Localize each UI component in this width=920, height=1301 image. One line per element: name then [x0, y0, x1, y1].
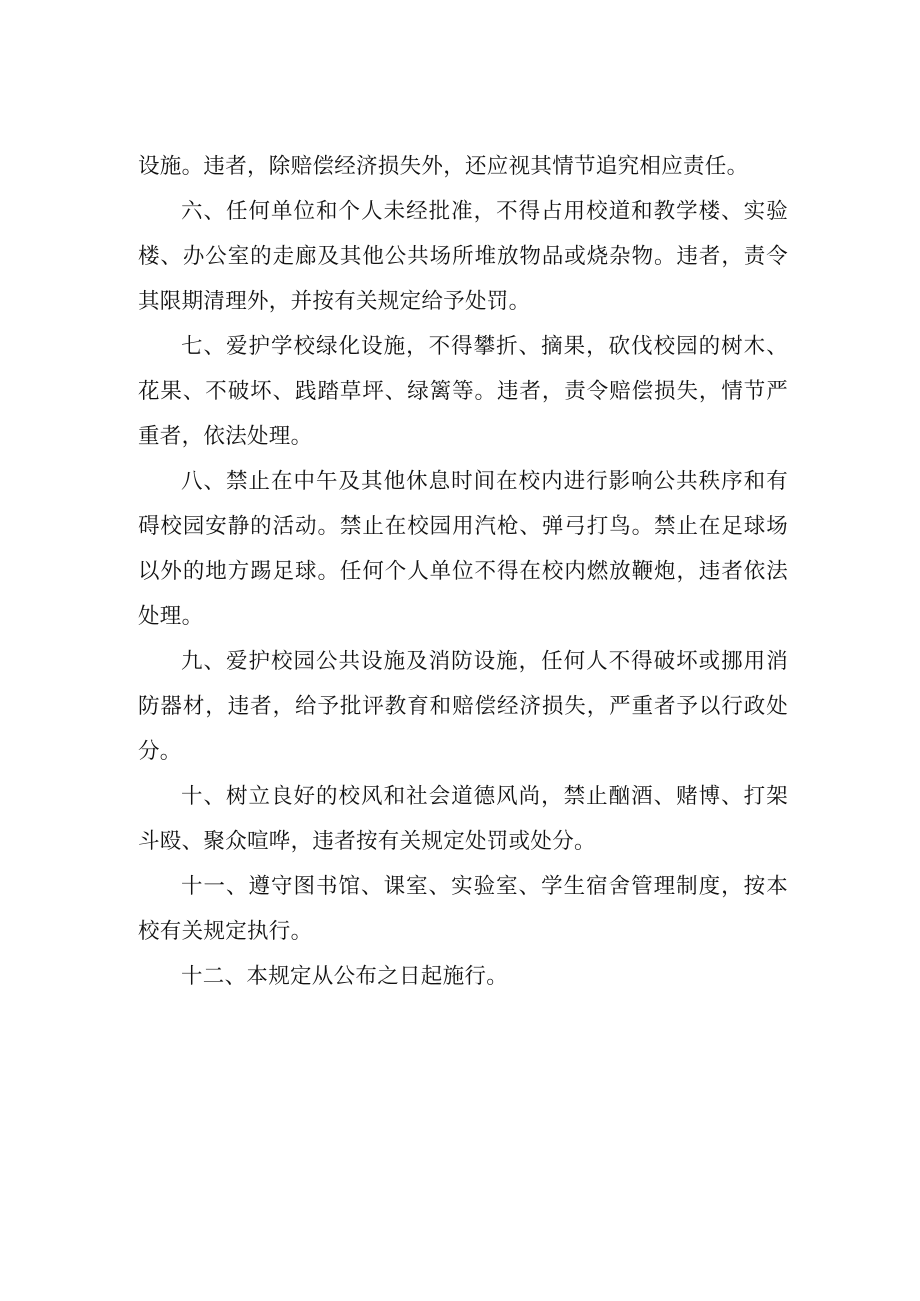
paragraph-continuation: 设施。违者，除赔偿经济损失外，还应视其情节追究相应责任。	[138, 154, 749, 179]
paragraph-rule-10: 十、树立良好的校风和社会道德风尚，禁止酗酒、赌博、打架斗殴、聚众喧哗，违者按有关规定处罚或处分。	[138, 784, 788, 854]
paragraph-rule-9: 九、爱护校园公共设施及消防设施，任何人不得破坏或挪用消防器材，违者，给予批评教育和赔偿经济损失，严重者予以行政处分。	[138, 649, 788, 764]
document-body	[138, 144, 788, 999]
paragraph-rule-11: 十一、遵守图书馆、课室、实验室、学生宿舍管理制度，按本校有关规定执行。	[138, 874, 788, 944]
paragraph-rule-6: 六、任何单位和个人未经批准，不得占用校道和教学楼、实验楼、办公室的走廊及其他公共场所堆放物品或烧杂物。违者，责令其限期清理外，并按有关规定给予处罚。	[138, 199, 788, 314]
paragraph-rule-7: 七、爱护学校绿化设施，不得攀折、摘果，砍伐校园的树木、花果、不破坏、践踏草坪、绿篱等。违者，责令赔偿损失，情节严重者，依法处理。	[138, 334, 788, 449]
paragraph-rule-8: 八、禁止在中午及其他休息时间在校内进行影响公共秩序和有碍校园安静的活动。禁止在校园用汽枪、弹弓打鸟。禁止在足球场以外的地方踢足球。任何个人单位不得在校内燃放鞭炮，违者依法处理。	[138, 469, 788, 629]
paragraph-rule-12: 十二、本规定从公布之日起施行。	[181, 964, 509, 989]
